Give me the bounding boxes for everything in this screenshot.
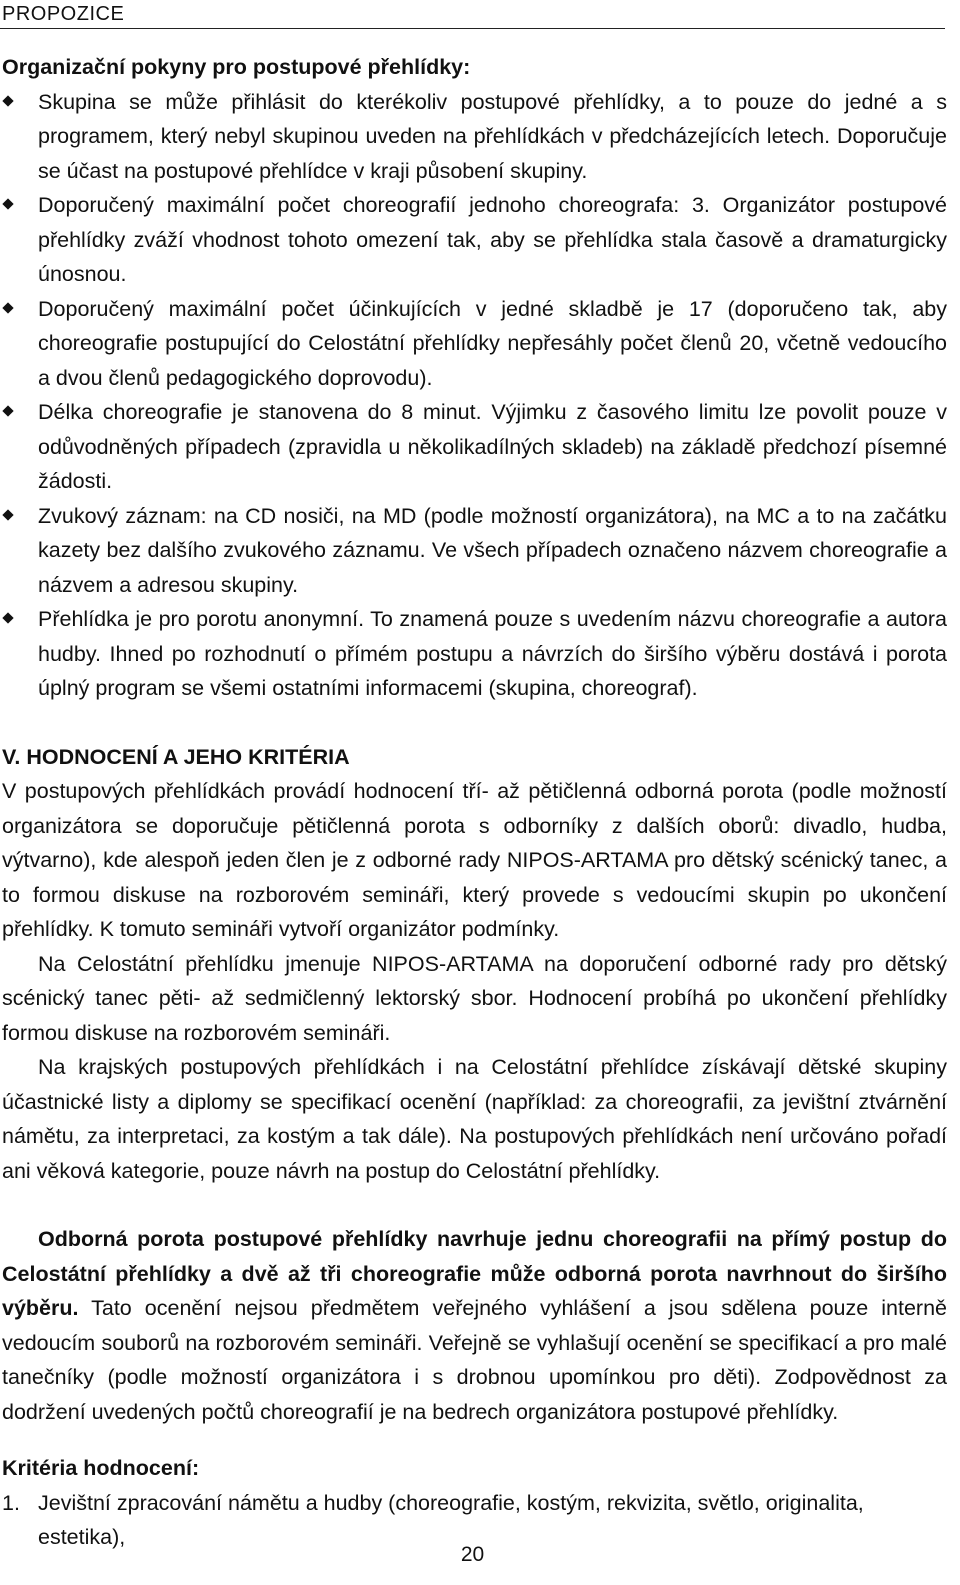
list-item-text: Doporučený maximální počet účinkujících v jedné skladbě je 17 (doporučeno tak, aby choreografie postupující do Celostátní přehlídky nepřesáhly počet členů 20, včetně vedoucího a dvou členů pedagogického doprovodu). xyxy=(38,296,947,390)
page-header xyxy=(0,0,945,29)
section-label: PROPOZICE xyxy=(2,3,125,25)
evaluation-paragraph: Na krajských postupových přehlídkách i na Celostátní přehlídce získávají dětské skupiny účastnické listy a diplomy se specifikací ocenění (například: za choreografii, za jevištní ztvárnění námětu, za interpretaci, za kostým a tak dále). Na postupových přehlídkách není určováno pořadí ani věková kategorie, pouze návrh na postup do Celostátní přehlídky. xyxy=(2,1055,947,1183)
list-item-text: Přehlídka je pro porotu anonymní. To znamená pouze s uvedením názvu choreografie a autora hudby. Ihned po rozhodnutí o přímém postupu a návrzích do širšího výběru dostává i porota úplný program se všemi ostatními informacemi (skupina, choreograf). xyxy=(38,607,947,700)
diamond-bullet-icon xyxy=(2,509,13,520)
list-item-number: 1. xyxy=(2,1490,20,1515)
page-number: 20 xyxy=(460,1543,485,1566)
list-item-text: Doporučený maximální počet choreografií jednoho choreografa: 3. Organizátor postupové přehlídky zváží vhodnost tohoto omezení tak, aby se přehlídka stala časově a dramaturgicky únosnou. xyxy=(38,193,947,286)
diamond-bullet-icon xyxy=(2,405,13,416)
list-item-text: Zvukový záznam: na CD nosiči, na MD (podle možností organizátora), na MC a to na začátku kazety bez dalšího zvukového záznamu. Ve všech případech označeno názvem choreografie a názvem a adresou skupiny. xyxy=(38,503,947,597)
list-item-text: Skupina se může přihlásit do kterékoliv postupové přehlídky, a to pouze do jedné a s programem, který nebyl skupinou uveden na přehlídkách v předcházejících letech. Doporučuje se účast na postupové přehlídce v kraji působení skupiny. xyxy=(38,89,947,183)
list-item xyxy=(2,292,947,396)
criteria-heading: Kritéria hodnocení: xyxy=(2,1456,200,1480)
list-item-text: Jevištní zpracování námětu a hudby (choreografie, kostým, rekvizita, světlo, originalita, estetika), xyxy=(38,1490,864,1549)
diamond-bullet-icon xyxy=(2,198,13,209)
list-item xyxy=(2,395,947,499)
jury-bold-text: Odborná porota postupové přehlídky navrhuje jednu choreografii na přímý postup do Celostátní přehlídky a dvě až tři choreografie může odborná porota navrhnout do širšího výběru. xyxy=(2,1227,947,1320)
organization-heading: Organizační pokyny pro postupové přehlídky: xyxy=(2,55,471,79)
page-content xyxy=(2,50,947,1555)
list-item-text: Délka choreografie je stanovena do 8 minut. Výjimku z časového limitu lze povolit pouze v odůvodněných případech (zpravidla u několikadílných skladeb) na základě předchozí písemné žádosti. xyxy=(38,400,947,493)
jury-paragraph xyxy=(2,1222,947,1429)
evaluation-heading: V. HODNOCENÍ A JEHO KRITÉRIA xyxy=(2,744,350,769)
evaluation-paragraph: Na Celostátní přehlídku jmenuje NIPOS-ARTAMA na doporučení odborné rady pro dětský scénický tanec pěti- až sedmičlenný lektorský sbor. Hodnocení probíhá po ukončení přehlídky formou diskuse na rozborovém semináři. xyxy=(2,951,947,1045)
list-item xyxy=(2,602,947,706)
diamond-bullet-icon xyxy=(2,612,13,623)
organization-list xyxy=(2,85,947,706)
list-item xyxy=(2,499,947,603)
diamond-bullet-icon xyxy=(2,302,13,313)
diamond-bullet-icon xyxy=(2,95,13,106)
list-item xyxy=(2,85,947,189)
list-item xyxy=(2,188,947,292)
jury-text: Tato ocenění nejsou předmětem veřejného vyhlášení a jsou sdělena pouze interně vedoucím souborů na rozborovém semináři. Veřejně se vyhlašují ocenění se specifikací a pro malé tanečníky (podle možností organizátora i s drobnou upomínkou pro děti). Zodpovědnost za dodržení uvedených počtů choreografií je na bedrech organizátora postupové přehlídky. xyxy=(2,1296,947,1424)
evaluation-paragraph: V postupových přehlídkách provádí hodnocení tří- až pětičlenná odborná porota (podle možností organizátora se doporučuje pětičlenná porota s odborníky z dalších oborů: divadlo, hudba, výtvarno), kde alespoň jeden člen je z odborné rady NIPOS-ARTAMA pro dětský scénický tanec, a to formou diskuse na rozborovém semináři, který provede s vedoucími skupin po ukončení přehlídky. K tomuto semináři vytvoří organizátor podmínky. xyxy=(2,779,947,941)
